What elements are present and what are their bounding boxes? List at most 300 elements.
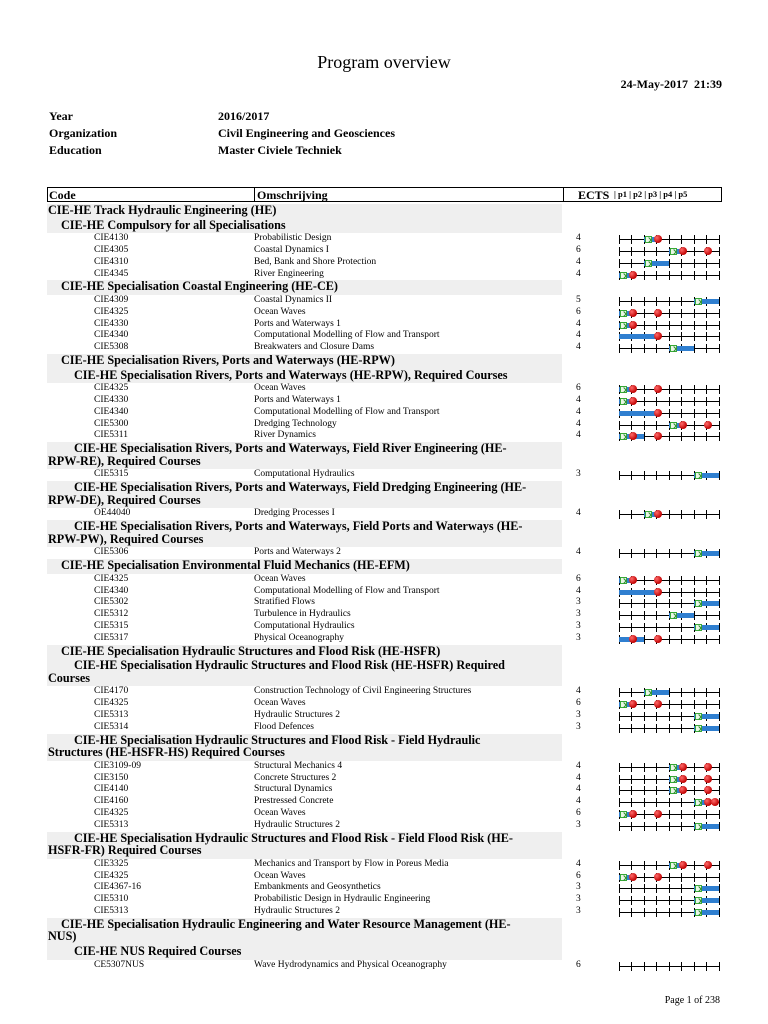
timeline-tick <box>669 908 670 917</box>
timeline-tick <box>644 271 645 280</box>
timeline-tick <box>619 344 620 353</box>
exam-dot-icon <box>704 861 712 869</box>
section-heading <box>47 945 562 960</box>
course-name: Construction Technology of Civil Engineering Structures <box>254 686 472 697</box>
timeline-tick <box>694 763 695 772</box>
course-ects: 4 <box>576 784 581 795</box>
timeline-tick <box>706 588 707 597</box>
section-heading <box>47 645 562 660</box>
timeline-tick <box>644 623 645 632</box>
period-timeline <box>619 723 719 733</box>
meta-value-year: 2016/2017 <box>218 109 270 123</box>
period-timeline <box>619 774 719 784</box>
timeline-tick <box>644 247 645 256</box>
timeline-tick <box>619 471 620 480</box>
course-name: Mechanics and Transport by Flow in Poreus Media <box>254 858 449 869</box>
timeline-tick <box>644 786 645 795</box>
course-name: Physical Oceanography <box>254 632 344 643</box>
timeline-tick <box>681 510 682 519</box>
timeline-tick <box>694 786 695 795</box>
timeline-tick <box>656 471 657 480</box>
timeline-tick <box>681 724 682 733</box>
timeline-tick <box>681 635 682 644</box>
course-ects: 6 <box>576 698 581 709</box>
section-heading <box>47 832 562 859</box>
timeline-tick <box>694 321 695 330</box>
course-start-icon <box>620 310 627 317</box>
meta-label-organization: Organization <box>49 126 117 140</box>
timeline-tick <box>681 599 682 608</box>
timeline-tick <box>631 962 632 971</box>
timeline-tick <box>681 235 682 244</box>
timeline-tick <box>694 576 695 585</box>
timeline-tick <box>681 321 682 330</box>
exam-dot-icon <box>629 397 637 405</box>
page-number: Page 1 of 238 <box>664 995 720 1006</box>
period-timeline <box>619 610 719 620</box>
timeline-tick <box>631 861 632 870</box>
course-code: CIE3325 <box>94 858 129 869</box>
section-heading-line: CIE-HE Specialisation Coastal Engineering (HE-CE) <box>61 279 338 294</box>
timeline-tick <box>619 259 620 268</box>
course-code: CIE4340 <box>94 330 129 341</box>
course-ects: 4 <box>576 760 581 771</box>
course-ects: 4 <box>576 418 581 429</box>
course-name: Coastal Dynamics II <box>254 295 333 305</box>
timeline-tick <box>644 896 645 905</box>
course-name: Embankments and Geosynthetics <box>254 882 381 893</box>
timeline-tick <box>681 432 682 441</box>
timeline-tick <box>719 896 720 905</box>
course-start-icon <box>620 874 627 881</box>
timeline-tick <box>619 712 620 721</box>
course-code: CIE4340 <box>94 585 129 596</box>
course-name: Ocean Waves <box>254 573 306 584</box>
section-heading-line: CIE-HE Specialisation Hydraulic Structures and Flood Risk - Field Flood Risk (HE- <box>74 830 513 845</box>
timeline-tick <box>706 700 707 709</box>
course-start-icon <box>695 725 702 732</box>
header-ects: ECTS <box>578 188 610 202</box>
course-code: CIE5313 <box>94 906 129 916</box>
course-start-icon <box>695 799 702 806</box>
timeline-tick <box>706 576 707 585</box>
period-timeline <box>619 872 719 882</box>
timeline-tick <box>706 259 707 268</box>
timeline-tick <box>719 798 720 807</box>
timeline-tick <box>669 271 670 280</box>
exam-dot-icon <box>654 810 662 818</box>
timeline-tick <box>619 611 620 620</box>
timeline-tick <box>619 623 620 632</box>
timeline-tick <box>669 259 670 268</box>
exam-dot-icon <box>679 421 687 429</box>
timeline-tick <box>669 471 670 480</box>
section-heading <box>47 219 562 234</box>
timeline-tick <box>631 344 632 353</box>
timeline-tick <box>681 385 682 394</box>
page-title: Program overview <box>317 52 451 72</box>
timeline-tick <box>719 599 720 608</box>
course-code: CIE4367-16 <box>94 882 141 893</box>
timeline-tick <box>706 309 707 318</box>
timeline-tick <box>694 588 695 597</box>
timeline-tick <box>719 297 720 306</box>
course-ects: 3 <box>576 894 581 905</box>
timeline-tick <box>681 588 682 597</box>
meta-label-year: Year <box>49 109 73 123</box>
period-timeline <box>619 821 719 831</box>
period-timeline <box>619 548 719 558</box>
course-ects: 3 <box>576 819 581 830</box>
course-ects: 4 <box>576 330 581 341</box>
period-timeline <box>619 860 719 870</box>
course-code: CIE5317 <box>94 632 129 643</box>
timeline-tick <box>719 432 720 441</box>
period-timeline <box>619 622 719 632</box>
timeline-tick <box>644 962 645 971</box>
course-ects: 3 <box>576 632 581 643</box>
timeline-tick <box>619 861 620 870</box>
timeline-tick <box>669 810 670 819</box>
course-start-icon <box>620 272 627 279</box>
timeline-tick <box>619 798 620 807</box>
course-ects: 3 <box>576 882 581 893</box>
header-description: Omschrijving <box>257 188 328 202</box>
exam-dot-icon <box>704 421 712 429</box>
timeline-tick <box>644 861 645 870</box>
timeline-tick <box>644 385 645 394</box>
timeline-tick <box>719 588 720 597</box>
timeline-tick <box>631 599 632 608</box>
course-code: CIE3109-09 <box>94 760 141 771</box>
timeline-tick <box>631 259 632 268</box>
timeline-tick <box>669 700 670 709</box>
period-timeline <box>619 343 719 353</box>
section-heading-line: CIE-HE Specialisation Hydraulic Structures and Flood Risk (HE-HSFR) Required <box>74 658 505 673</box>
course-name: Computational Modelling of Flow and Transport <box>254 406 440 417</box>
period-timeline <box>619 234 719 244</box>
period-timeline <box>619 762 719 772</box>
timeline-tick <box>619 688 620 697</box>
timeline-tick <box>694 700 695 709</box>
course-code: CIE4330 <box>94 395 129 405</box>
course-name: Flood Defences <box>254 721 314 732</box>
timeline-tick <box>681 409 682 418</box>
course-start-icon <box>620 811 627 818</box>
period-timeline <box>619 308 719 318</box>
timeline-tick <box>694 421 695 430</box>
timeline-tick <box>719 822 720 831</box>
header-code: Code <box>49 188 76 202</box>
timeline-tick <box>644 297 645 306</box>
timeline-tick <box>656 884 657 893</box>
course-name: Hydraulic Structures 2 <box>254 906 341 916</box>
course-ects: 4 <box>576 508 581 519</box>
timeline-tick <box>681 896 682 905</box>
timeline-tick <box>644 635 645 644</box>
timeline-tick <box>656 763 657 772</box>
section-heading <box>47 918 562 945</box>
header-divider <box>254 188 255 201</box>
timeline-tick <box>631 763 632 772</box>
section-heading-line: CIE-HE Track Hydraulic Engineering (HE) <box>48 203 277 217</box>
timeline-tick <box>619 421 620 430</box>
section-heading-line: CIE-HE Specialisation Rivers, Ports and Waterways, Field Dredging Engineering (HE- <box>74 480 527 495</box>
exam-dot-icon <box>654 332 662 340</box>
timeline-tick <box>631 421 632 430</box>
exam-dot-icon <box>654 235 662 243</box>
timeline-tick <box>719 635 720 644</box>
timeline-tick <box>644 309 645 318</box>
section-heading-line: CIE-HE Specialisation Environmental Fluid Mechanics (HE-EFM) <box>61 558 410 573</box>
timeline-tick <box>719 309 720 318</box>
course-start-icon <box>670 776 677 783</box>
course-ects: 3 <box>576 621 581 631</box>
timeline-tick <box>681 810 682 819</box>
exam-dot-icon <box>704 247 712 255</box>
course-name: Breakwaters and Closure Dams <box>254 342 375 353</box>
timeline-tick <box>644 810 645 819</box>
section-heading-line: CIE-HE Specialisation Hydraulic Engineering and Water Resource Management (HE- <box>61 916 511 931</box>
exam-dot-icon <box>654 385 662 393</box>
timeline-tick <box>694 271 695 280</box>
timeline-tick <box>619 297 620 306</box>
timeline-tick <box>719 344 720 353</box>
course-code: CIE4309 <box>94 295 129 305</box>
timeline-tick <box>669 385 670 394</box>
timeline-tick <box>706 332 707 341</box>
timeline-tick <box>694 432 695 441</box>
exam-dot-icon <box>654 700 662 708</box>
timeline-tick <box>644 908 645 917</box>
timeline-tick <box>719 421 720 430</box>
section-heading-line: RPW-RE), Required Courses <box>48 453 201 468</box>
timeline-tick <box>669 962 670 971</box>
timeline-tick <box>706 688 707 697</box>
timeline-tick <box>656 344 657 353</box>
timeline-tick <box>656 271 657 280</box>
course-code: CIE4330 <box>94 318 129 329</box>
exam-dot-icon <box>654 510 662 518</box>
timeline-tick <box>656 549 657 558</box>
course-ects: 4 <box>576 256 581 267</box>
course-ects: 3 <box>576 469 581 480</box>
timeline-tick <box>656 712 657 721</box>
timeline-tick <box>619 599 620 608</box>
course-start-icon <box>670 248 677 255</box>
timeline-tick <box>644 763 645 772</box>
exam-dot-icon <box>654 588 662 596</box>
exam-dot-icon <box>629 810 637 818</box>
timeline-tick <box>706 321 707 330</box>
timeline-tick <box>644 775 645 784</box>
course-start-icon <box>695 823 702 830</box>
course-ects: 6 <box>576 808 581 818</box>
timeline-tick <box>631 822 632 831</box>
timeline-tick <box>681 549 682 558</box>
course-code: CIE5308 <box>94 342 129 353</box>
course-start-icon <box>670 862 677 869</box>
timeline-tick <box>669 576 670 585</box>
course-ects: 3 <box>576 906 581 916</box>
timeline-tick <box>644 611 645 620</box>
timeline-tick <box>706 344 707 353</box>
period-timeline <box>619 270 719 280</box>
timeline-tick <box>706 635 707 644</box>
timeline-tick <box>656 397 657 406</box>
timeline-tick <box>719 884 720 893</box>
section-heading <box>47 280 562 295</box>
timeline-tick <box>681 623 682 632</box>
timeline-tick <box>669 688 670 697</box>
timeline-tick <box>719 724 720 733</box>
course-ects: 4 <box>576 686 581 697</box>
timeline-tick <box>619 247 620 256</box>
timeline-tick <box>631 712 632 721</box>
timeline-tick <box>631 297 632 306</box>
section-heading <box>47 734 562 761</box>
course-code: OE44040 <box>94 508 131 519</box>
timeline-tick <box>719 810 720 819</box>
timeline-tick <box>619 549 620 558</box>
course-ects: 6 <box>576 870 581 881</box>
timeline-tick <box>706 397 707 406</box>
course-name: Computational Modelling of Flow and Transport <box>254 330 440 341</box>
course-start-icon <box>620 398 627 405</box>
course-ects: 4 <box>576 585 581 596</box>
period-timeline <box>619 699 719 709</box>
timeline-tick <box>631 510 632 519</box>
timeline-tick <box>706 962 707 971</box>
exam-dot-icon <box>704 763 712 771</box>
timeline-tick <box>719 962 720 971</box>
lecture-period-bar <box>619 334 657 339</box>
timeline-tick <box>669 321 670 330</box>
period-timeline <box>619 384 719 394</box>
timeline-tick <box>644 397 645 406</box>
timeline-tick <box>719 700 720 709</box>
exam-dot-icon <box>679 786 687 794</box>
course-ects: 4 <box>576 395 581 405</box>
timeline-tick <box>656 297 657 306</box>
timeline-tick <box>706 873 707 882</box>
timeline-tick <box>644 712 645 721</box>
timeline-tick <box>719 385 720 394</box>
course-start-icon <box>695 624 702 631</box>
course-name: River Engineering <box>254 268 324 279</box>
timeline-tick <box>719 321 720 330</box>
timeline-tick <box>669 235 670 244</box>
period-timeline <box>619 420 719 430</box>
timeline-tick <box>694 259 695 268</box>
course-name: Computational Hydraulics <box>254 469 355 480</box>
timeline-tick <box>719 712 720 721</box>
section-heading-line: CIE-HE Specialisation Hydraulic Structures and Flood Risk - Field Hydraulic <box>74 732 481 747</box>
timeline-tick <box>681 798 682 807</box>
course-start-icon <box>670 345 677 352</box>
timeline-tick <box>706 271 707 280</box>
timeline-tick <box>644 321 645 330</box>
timeline-tick <box>719 471 720 480</box>
period-timeline <box>619 634 719 644</box>
course-start-icon <box>695 885 702 892</box>
timeline-tick <box>619 235 620 244</box>
timeline-tick <box>669 432 670 441</box>
timeline-tick <box>694 962 695 971</box>
section-heading <box>47 481 562 508</box>
period-timeline <box>619 598 719 608</box>
timeline-tick <box>681 688 682 697</box>
period-timeline <box>619 258 719 268</box>
course-start-icon <box>645 236 652 243</box>
timeline-tick <box>631 611 632 620</box>
course-name: Structural Mechanics 4 <box>254 760 343 771</box>
timeline-tick <box>694 397 695 406</box>
course-ects: 4 <box>576 268 581 279</box>
course-ects: 6 <box>576 383 581 394</box>
course-code: CIE4140 <box>94 784 129 795</box>
course-name: Ports and Waterways 1 <box>254 395 341 405</box>
course-code: CIE4325 <box>94 870 129 881</box>
course-code: CIE4325 <box>94 808 129 818</box>
course-name: Coastal Dynamics I <box>254 245 329 255</box>
period-timeline <box>619 470 719 480</box>
period-timeline <box>619 687 719 697</box>
course-code: CIE4340 <box>94 406 129 417</box>
exam-dot-icon <box>629 635 637 643</box>
timeline-tick <box>669 397 670 406</box>
course-code: CIE4170 <box>94 686 129 697</box>
timeline-tick <box>644 724 645 733</box>
timeline-tick <box>694 688 695 697</box>
timeline-tick <box>656 623 657 632</box>
period-timeline <box>619 246 719 256</box>
course-ects: 4 <box>576 406 581 417</box>
course-ects: 4 <box>576 547 581 558</box>
timeline-tick <box>644 798 645 807</box>
course-start-icon <box>620 577 627 584</box>
timeline-tick <box>719 786 720 795</box>
period-timeline <box>619 431 719 441</box>
timeline-tick <box>656 786 657 795</box>
course-name: Structural Dynamics <box>254 784 333 795</box>
timeline-tick <box>631 471 632 480</box>
course-name: Ocean Waves <box>254 808 306 818</box>
timeline-tick <box>619 908 620 917</box>
course-name: Bed, Bank and Shore Protection <box>254 256 377 267</box>
table-header <box>47 187 722 202</box>
timeline-tick <box>719 763 720 772</box>
timeline-tick <box>669 896 670 905</box>
course-start-icon <box>645 511 652 518</box>
course-code: CIE5310 <box>94 894 129 905</box>
timeline-tick <box>681 962 682 971</box>
course-ects: 4 <box>576 233 581 244</box>
course-ects: 6 <box>576 573 581 584</box>
timeline-tick <box>694 635 695 644</box>
timeline-tick <box>631 896 632 905</box>
course-ects: 6 <box>576 306 581 317</box>
course-name: Prestressed Concrete <box>254 796 334 807</box>
course-ects: 6 <box>576 245 581 255</box>
exam-dot-icon <box>654 635 662 643</box>
timeline-tick <box>681 297 682 306</box>
timeline-tick <box>669 724 670 733</box>
course-name: Concrete Structures 2 <box>254 772 337 783</box>
course-start-icon <box>645 689 652 696</box>
course-ects: 6 <box>576 959 581 970</box>
timeline-tick <box>694 309 695 318</box>
